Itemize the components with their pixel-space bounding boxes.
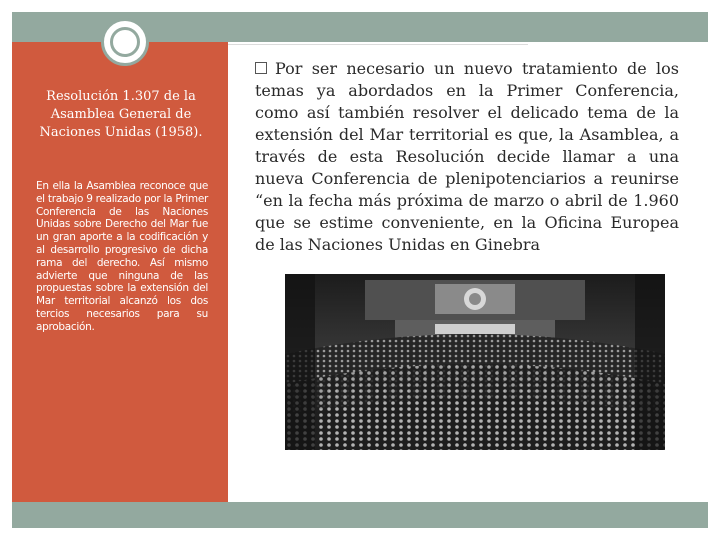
- assembly-hall-image: [285, 274, 665, 450]
- assembly-hall-photo: [285, 274, 665, 450]
- circle-ornament-inner: [110, 27, 140, 57]
- divider-line: [228, 44, 528, 45]
- sidebar-body: En ella la Asamblea reconoce que el trabajo 9 realizado por la Primer Conferencia de las Naciones Unidas sobre Derecho del Mar fue un gran aporte a la codificación y al desarrollo progresivo de dicha rama del derecho. Así mismo advierte que ninguna de las propuestas sobre la extensión del Mar territorial alcanzó los dos tercios necesarios para su aprobación.: [36, 180, 208, 333]
- sidebar-title: Resolución 1.307 de la Asamblea General de Naciones Unidas (1958).: [39, 89, 203, 140]
- main-content: [255, 58, 679, 256]
- circle-ornament-icon: [101, 18, 149, 66]
- bottom-band: [12, 502, 708, 528]
- main-paragraph: Por ser necesario un nuevo tratamiento de los temas ya abordados en la Primer Conferencia, como así también resolver el delicado tema de la extensión del Mar territorial es que, la Asamblea, a través de esta Resolución decide llamar a una nueva Conferencia de plenipotenciarios a reunirse “en la fecha más próxima de marzo o abril de 1.960 que se estime conveniente, en la Oficina Europea de las Naciones Unidas en Ginebra: [255, 59, 679, 254]
